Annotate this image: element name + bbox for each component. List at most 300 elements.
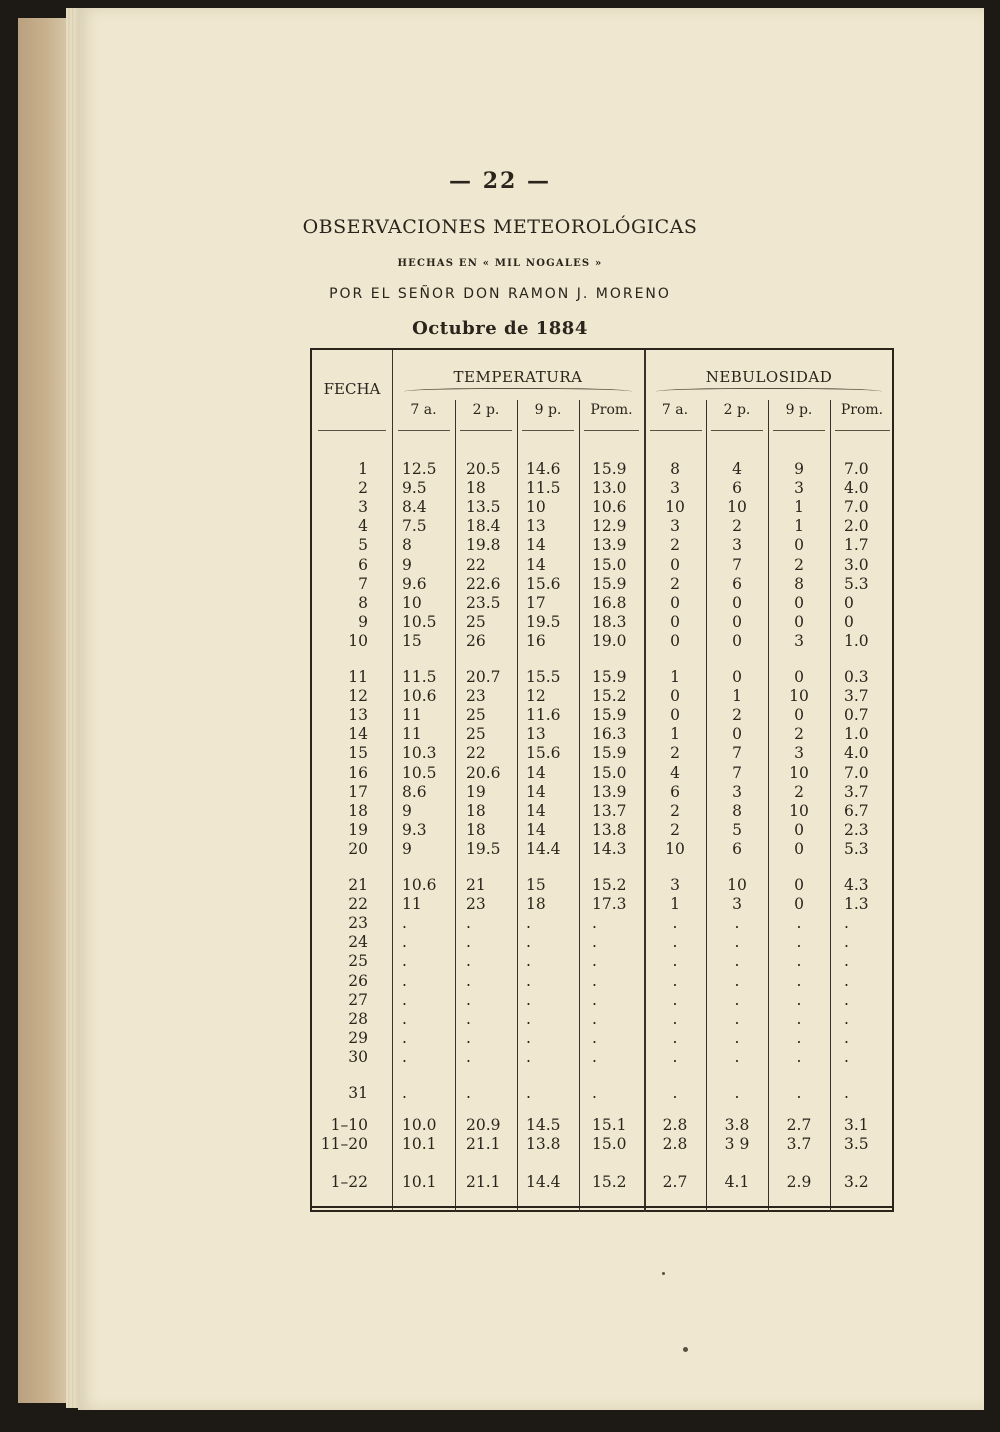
cell-temp-prom: 15.0	[592, 763, 627, 782]
cell-neb-prom: .	[844, 1009, 849, 1028]
rule-t2	[517, 400, 518, 1212]
cell-neb-2p: 2	[732, 517, 742, 536]
col-neb-7a: 7 a.	[661, 402, 689, 418]
cell-temp-7a: 11	[402, 725, 422, 744]
cell-temp-7a: .	[402, 971, 407, 990]
cell-temp-9p: 15.5	[526, 668, 561, 686]
cell-neb-7a: 3	[670, 479, 680, 498]
underline	[584, 430, 639, 431]
cell-fecha: 1–10	[330, 1116, 368, 1134]
cell-fecha: 5	[358, 536, 368, 555]
cell-temp-prom: 13.9	[592, 536, 627, 555]
cell-neb-7a: .	[672, 952, 678, 971]
cell-neb-7a: .	[672, 1009, 678, 1028]
cell-temp-7a: 9.6	[402, 574, 427, 593]
cell-neb-7a: 2	[670, 536, 680, 555]
cell-neb-7a: .	[672, 990, 678, 1009]
cell-neb-2p: .	[734, 1028, 740, 1047]
cell-temp-9p: 14	[526, 763, 546, 782]
cell-temp-prom: .	[592, 1047, 597, 1066]
cell-fecha: 23	[348, 914, 368, 933]
cell-neb-7a: 1	[670, 668, 680, 686]
cell-temp-2p: 23	[466, 687, 486, 706]
cell-temp-7a: 15	[402, 631, 422, 650]
cell-temp-9p: .	[526, 1009, 531, 1028]
cell-temp-prom: 17.3	[592, 895, 627, 914]
cell-neb-9p: 2.9	[786, 1173, 812, 1191]
cell-neb-9p: .	[796, 990, 802, 1009]
paper-speck	[683, 1347, 688, 1352]
cell-neb-2p: 7	[732, 555, 742, 574]
underline	[711, 430, 763, 431]
cell-fecha: 3	[358, 498, 368, 517]
cell-neb-7a: 3	[670, 876, 680, 894]
cell-temp-9p: 13	[526, 725, 546, 744]
underline	[650, 430, 702, 431]
cell-neb-9p: 9	[794, 460, 804, 478]
cell-temp-9p: 15.6	[526, 744, 561, 763]
cell-temp-7a: 10.1	[402, 1135, 437, 1153]
cell-temp-9p: 14.6	[526, 460, 561, 478]
cell-neb-2p: 0	[732, 593, 742, 612]
cell-fecha: 28	[348, 1009, 368, 1028]
cell-temp-9p: 14.5	[526, 1116, 561, 1134]
cell-neb-7a: .	[672, 1084, 678, 1102]
cell-neb-7a: 3	[670, 517, 680, 536]
nebulosidad-header: NEBULOSIDAD	[705, 368, 833, 386]
cell-neb-prom: .	[844, 914, 849, 933]
month-title: Octubre de 1884	[412, 318, 588, 339]
cell-neb-2p: 0	[732, 612, 742, 631]
cell-neb-7a: .	[672, 914, 678, 933]
cell-temp-9p: .	[526, 933, 531, 952]
rule-t1	[455, 400, 456, 1212]
cell-neb-2p: 4	[732, 460, 742, 478]
cell-fecha: 13	[348, 706, 368, 725]
cell-neb-9p: 0	[794, 820, 804, 839]
cell-temp-7a: 10.6	[402, 876, 437, 894]
cell-temp-prom: 15.9	[592, 744, 627, 763]
cell-neb-9p: 0	[794, 593, 804, 612]
cell-neb-2p: .	[734, 1084, 740, 1102]
cell-neb-prom: 3.5	[844, 1135, 869, 1153]
cell-temp-2p: .	[466, 1009, 471, 1028]
cell-neb-prom: 7.0	[844, 763, 869, 782]
cell-temp-9p: 16	[526, 631, 546, 650]
cell-neb-9p: 3	[794, 744, 804, 763]
cell-neb-2p: 6	[732, 839, 742, 858]
cell-temp-prom: 16.8	[592, 593, 627, 612]
underline	[398, 430, 450, 431]
cell-temp-2p: .	[466, 990, 471, 1009]
cell-neb-9p: 0	[794, 839, 804, 858]
cell-temp-7a: 9	[402, 555, 412, 574]
cell-fecha: 24	[348, 933, 368, 952]
cell-neb-prom: 3.7	[844, 687, 869, 706]
cell-temp-2p: 26	[466, 631, 486, 650]
cell-neb-prom: 0	[844, 593, 854, 612]
cell-temp-9p: 14	[526, 801, 546, 820]
cell-neb-2p: 5	[732, 820, 742, 839]
cell-temp-prom: 15.2	[592, 876, 627, 894]
cell-neb-2p: 3 9	[724, 1135, 750, 1153]
cell-fecha: 31	[348, 1084, 368, 1102]
cell-neb-7a: 0	[670, 631, 680, 650]
nebulosidad-brace	[656, 388, 882, 397]
cell-neb-9p: 3.7	[786, 1135, 812, 1153]
cell-neb-7a: 6	[670, 782, 680, 801]
cell-neb-9p: 1	[794, 498, 804, 517]
cell-neb-2p: 2	[732, 706, 742, 725]
cell-neb-7a: .	[672, 933, 678, 952]
cell-temp-prom: 13.9	[592, 782, 627, 801]
cell-temp-7a: 10.3	[402, 744, 437, 763]
cell-neb-9p: 2	[794, 782, 804, 801]
cell-temp-2p: 25	[466, 706, 486, 725]
cell-temp-9p: .	[526, 914, 531, 933]
author-line: POR EL SEÑOR DON RAMON J. MORENO	[329, 286, 671, 302]
cell-temp-9p: 14	[526, 820, 546, 839]
cell-temp-7a: .	[402, 1028, 407, 1047]
cell-temp-2p: 23.5	[466, 593, 501, 612]
cell-temp-7a: 9.3	[402, 820, 427, 839]
cell-temp-7a: .	[402, 914, 407, 933]
observations-table	[310, 348, 894, 1212]
cell-fecha: 6	[358, 555, 368, 574]
col-temp-prom: Prom.	[590, 402, 633, 418]
cell-neb-7a: 2	[670, 820, 680, 839]
cell-neb-7a: 1	[670, 895, 680, 914]
cell-temp-9p: 19.5	[526, 612, 561, 631]
cell-fecha: 2	[358, 479, 368, 498]
cell-neb-9p: 1	[794, 517, 804, 536]
cell-neb-9p: 2	[794, 725, 804, 744]
cell-temp-9p: 14	[526, 782, 546, 801]
fecha-header: FECHA	[323, 380, 381, 398]
cell-temp-2p: 25	[466, 725, 486, 744]
cell-temp-7a: 8.6	[402, 782, 427, 801]
cell-fecha: 10	[348, 631, 368, 650]
cell-temp-2p: .	[466, 933, 471, 952]
cell-temp-prom: .	[592, 933, 597, 952]
cell-temp-2p: 13.5	[466, 498, 501, 517]
cell-temp-2p: 21.1	[466, 1173, 501, 1191]
cell-temp-prom: 15.0	[592, 555, 627, 574]
cell-temp-2p: .	[466, 1084, 471, 1102]
cell-fecha: 25	[348, 952, 368, 971]
cell-neb-7a: .	[672, 1028, 678, 1047]
cell-neb-9p: 0	[794, 612, 804, 631]
cell-temp-prom: 15.9	[592, 706, 627, 725]
cell-temp-7a: 9.5	[402, 479, 427, 498]
cell-temp-7a: 12.5	[402, 460, 437, 478]
cell-neb-2p: .	[734, 990, 740, 1009]
cell-temp-9p: .	[526, 1084, 531, 1102]
cell-neb-9p: 2	[794, 555, 804, 574]
cell-temp-9p: .	[526, 971, 531, 990]
cell-neb-prom: .	[844, 1028, 849, 1047]
cell-temp-2p: 20.9	[466, 1116, 501, 1134]
cell-neb-7a: 1	[670, 725, 680, 744]
cell-neb-2p: 10	[727, 876, 747, 894]
cell-neb-prom: 4.3	[844, 876, 869, 894]
cell-fecha: 17	[348, 782, 368, 801]
col-neb-9p: 9 p.	[785, 402, 813, 418]
cell-temp-2p: 18	[466, 801, 486, 820]
cell-temp-9p: 10	[526, 498, 546, 517]
temperatura-header: TEMPERATURA	[453, 368, 583, 386]
cell-neb-prom: 5.3	[844, 839, 869, 858]
cell-fecha: 19	[348, 820, 368, 839]
cell-neb-9p: 0	[794, 668, 804, 686]
cell-neb-7a: 10	[665, 839, 685, 858]
cell-temp-9p: 13.8	[526, 1135, 561, 1153]
cell-temp-9p: 15	[526, 876, 546, 894]
cell-neb-2p: 7	[732, 744, 742, 763]
cell-temp-prom: 15.0	[592, 1135, 627, 1153]
cell-neb-7a: 0	[670, 612, 680, 631]
cell-neb-prom: .	[844, 971, 849, 990]
cell-temp-prom: 14.3	[592, 839, 627, 858]
cell-temp-7a: 10.5	[402, 612, 437, 631]
cell-neb-prom: 3.2	[844, 1173, 869, 1191]
col-temp-7a: 7 a.	[410, 402, 437, 418]
cell-fecha: 21	[348, 876, 368, 894]
cell-fecha: 20	[348, 839, 368, 858]
cell-temp-7a: 11.5	[402, 668, 437, 686]
cell-neb-2p: .	[734, 952, 740, 971]
cell-neb-7a: 2.8	[662, 1116, 688, 1134]
cell-temp-prom: .	[592, 990, 597, 1009]
cell-neb-2p: 1	[732, 687, 742, 706]
cell-temp-7a: 9	[402, 839, 412, 858]
cell-temp-7a: 8.4	[402, 498, 427, 517]
cell-neb-prom: 7.0	[844, 460, 869, 478]
cell-temp-2p: .	[466, 1028, 471, 1047]
cell-fecha: 1	[358, 460, 368, 478]
cell-neb-prom: 0.3	[844, 668, 869, 686]
cell-temp-9p: 15.6	[526, 574, 561, 593]
cell-temp-7a: .	[402, 990, 407, 1009]
cell-fecha: 18	[348, 801, 368, 820]
cell-neb-9p: 3	[794, 479, 804, 498]
cell-fecha: 12	[348, 687, 368, 706]
cell-temp-7a: 10.5	[402, 763, 437, 782]
cell-temp-2p: 20.6	[466, 763, 501, 782]
table-bottom-rule	[312, 1206, 892, 1208]
underline-fecha	[318, 430, 386, 431]
cell-neb-9p: 10	[789, 801, 809, 820]
cell-neb-7a: 0	[670, 593, 680, 612]
cell-fecha: 29	[348, 1028, 368, 1047]
subtitle: HECHAS EN « MIL NOGALES »	[397, 258, 603, 269]
cell-neb-prom: 1.0	[844, 631, 869, 650]
rule-t3	[579, 400, 580, 1212]
cell-neb-2p: 7	[732, 763, 742, 782]
cell-temp-prom: 13.0	[592, 479, 627, 498]
underline	[522, 430, 574, 431]
cell-fecha: 15	[348, 744, 368, 763]
cell-neb-prom: 0.7	[844, 706, 869, 725]
cell-neb-prom: .	[844, 952, 849, 971]
cell-temp-7a: 7.5	[402, 517, 427, 536]
cell-temp-2p: 19.5	[466, 839, 501, 858]
cell-neb-7a: 0	[670, 555, 680, 574]
cell-temp-9p: .	[526, 1028, 531, 1047]
cell-neb-9p: .	[796, 1084, 802, 1102]
cell-neb-7a: 4	[670, 763, 680, 782]
cell-temp-2p: 22	[466, 744, 486, 763]
cell-temp-2p: 19.8	[466, 536, 501, 555]
cell-neb-prom: 2.0	[844, 517, 869, 536]
cell-neb-7a: 2.8	[662, 1135, 688, 1153]
cell-neb-2p: 0	[732, 631, 742, 650]
col-neb-2p: 2 p.	[723, 402, 751, 418]
cell-temp-2p: 20.5	[466, 460, 501, 478]
cell-temp-7a: .	[402, 933, 407, 952]
cell-temp-2p: 19	[466, 782, 486, 801]
cell-temp-prom: 15.9	[592, 574, 627, 593]
cell-neb-prom: 5.3	[844, 574, 869, 593]
cell-neb-7a: 8	[670, 460, 680, 478]
cell-fecha: 7	[358, 574, 368, 593]
cell-temp-9p: 11.5	[526, 479, 561, 498]
cell-neb-2p: .	[734, 1047, 740, 1066]
cell-fecha: 9	[358, 612, 368, 631]
cell-temp-prom: 15.9	[592, 668, 627, 686]
cell-temp-9p: 18	[526, 895, 546, 914]
underline	[773, 430, 825, 431]
cell-fecha: 14	[348, 725, 368, 744]
cell-temp-7a: .	[402, 1084, 407, 1102]
cell-temp-prom: 18.3	[592, 612, 627, 631]
cell-neb-2p: 3	[732, 895, 742, 914]
cell-neb-9p: 0	[794, 536, 804, 555]
cell-temp-prom: .	[592, 1028, 597, 1047]
cell-fecha: 16	[348, 763, 368, 782]
cell-fecha: 30	[348, 1047, 368, 1066]
cell-neb-7a: 0	[670, 687, 680, 706]
cell-neb-prom: 1.7	[844, 536, 869, 555]
cell-neb-9p: 0	[794, 895, 804, 914]
cell-fecha: 11–20	[320, 1135, 368, 1153]
cell-neb-prom: .	[844, 1047, 849, 1066]
cell-fecha: 1–22	[330, 1173, 368, 1191]
cell-temp-prom: 10.6	[592, 498, 627, 517]
cell-neb-2p: 3.8	[724, 1116, 750, 1134]
cell-temp-prom: 16.3	[592, 725, 627, 744]
cell-neb-2p: 8	[732, 801, 742, 820]
cell-neb-9p: .	[796, 1047, 802, 1066]
cell-temp-2p: 25	[466, 612, 486, 631]
temperatura-brace	[404, 388, 632, 397]
cell-neb-prom: 1.0	[844, 725, 869, 744]
cell-temp-prom: 13.8	[592, 820, 627, 839]
cell-neb-prom: 3.7	[844, 782, 869, 801]
cell-temp-7a: 10.0	[402, 1116, 437, 1134]
cell-neb-7a: 2.7	[662, 1173, 688, 1191]
cell-neb-prom: 3.0	[844, 555, 869, 574]
cell-temp-2p: .	[466, 952, 471, 971]
cell-neb-7a: 2	[670, 801, 680, 820]
cell-neb-prom: 4.0	[844, 479, 869, 498]
cell-fecha: 4	[358, 517, 368, 536]
cell-temp-7a: 10.6	[402, 687, 437, 706]
cell-neb-7a: 0	[670, 706, 680, 725]
cell-neb-2p: 10	[727, 498, 747, 517]
cell-temp-9p: 12	[526, 687, 546, 706]
cell-neb-9p: 2.7	[786, 1116, 812, 1134]
cell-neb-9p: .	[796, 952, 802, 971]
col-temp-2p: 2 p.	[472, 402, 500, 418]
cell-temp-9p: 11.6	[526, 706, 561, 725]
cell-temp-prom: 19.0	[592, 631, 627, 650]
cell-temp-7a: .	[402, 1047, 407, 1066]
cell-temp-2p: 21	[466, 876, 486, 894]
cell-neb-9p: 3	[794, 631, 804, 650]
cell-neb-prom: 6.7	[844, 801, 869, 820]
cell-neb-7a: 2	[670, 744, 680, 763]
rule-fecha	[392, 350, 393, 1212]
cell-neb-2p: 0	[732, 668, 742, 686]
cell-neb-9p: .	[796, 971, 802, 990]
cell-temp-9p: .	[526, 952, 531, 971]
paper-speck	[662, 1272, 665, 1275]
cell-neb-9p: .	[796, 1028, 802, 1047]
cell-neb-2p: 3	[732, 536, 742, 555]
cell-temp-prom: .	[592, 952, 597, 971]
cell-temp-prom: 15.9	[592, 460, 627, 478]
cell-temp-2p: 18	[466, 479, 486, 498]
cell-neb-prom: .	[844, 1084, 849, 1102]
underline	[835, 430, 890, 431]
cell-neb-9p: .	[796, 914, 802, 933]
cell-neb-prom: 0	[844, 612, 854, 631]
col-neb-prom: Prom.	[840, 402, 884, 418]
cell-temp-9p: 13	[526, 517, 546, 536]
cell-temp-9p: .	[526, 1047, 531, 1066]
cell-neb-7a: 10	[665, 498, 685, 517]
cell-neb-2p: .	[734, 914, 740, 933]
cell-neb-9p: 10	[789, 763, 809, 782]
cell-temp-9p: 17	[526, 593, 546, 612]
cell-temp-2p: 20.7	[466, 668, 501, 686]
cell-neb-9p: .	[796, 933, 802, 952]
rule-n3	[830, 400, 831, 1212]
cell-neb-2p: .	[734, 933, 740, 952]
cell-temp-7a: 10.1	[402, 1173, 437, 1191]
cell-temp-9p: 14.4	[526, 839, 561, 858]
cell-temp-2p: 23	[466, 895, 486, 914]
cell-neb-prom: .	[844, 990, 849, 1009]
cell-temp-2p: .	[466, 914, 471, 933]
cell-neb-7a: 2	[670, 574, 680, 593]
cell-neb-9p: 10	[789, 687, 809, 706]
cell-neb-2p: 6	[732, 479, 742, 498]
main-title: OBSERVACIONES METEOROLÓGICAS	[302, 216, 698, 238]
cell-temp-7a: .	[402, 1009, 407, 1028]
cell-neb-9p: 8	[794, 574, 804, 593]
cell-temp-7a: .	[402, 952, 407, 971]
cell-fecha: 27	[348, 990, 368, 1009]
cell-temp-prom: 13.7	[592, 801, 627, 820]
cell-temp-9p: .	[526, 990, 531, 1009]
cell-neb-9p: 0	[794, 876, 804, 894]
cell-neb-prom: 2.3	[844, 820, 869, 839]
cell-neb-7a: .	[672, 1047, 678, 1066]
cell-neb-7a: .	[672, 971, 678, 990]
cell-fecha: 22	[348, 895, 368, 914]
